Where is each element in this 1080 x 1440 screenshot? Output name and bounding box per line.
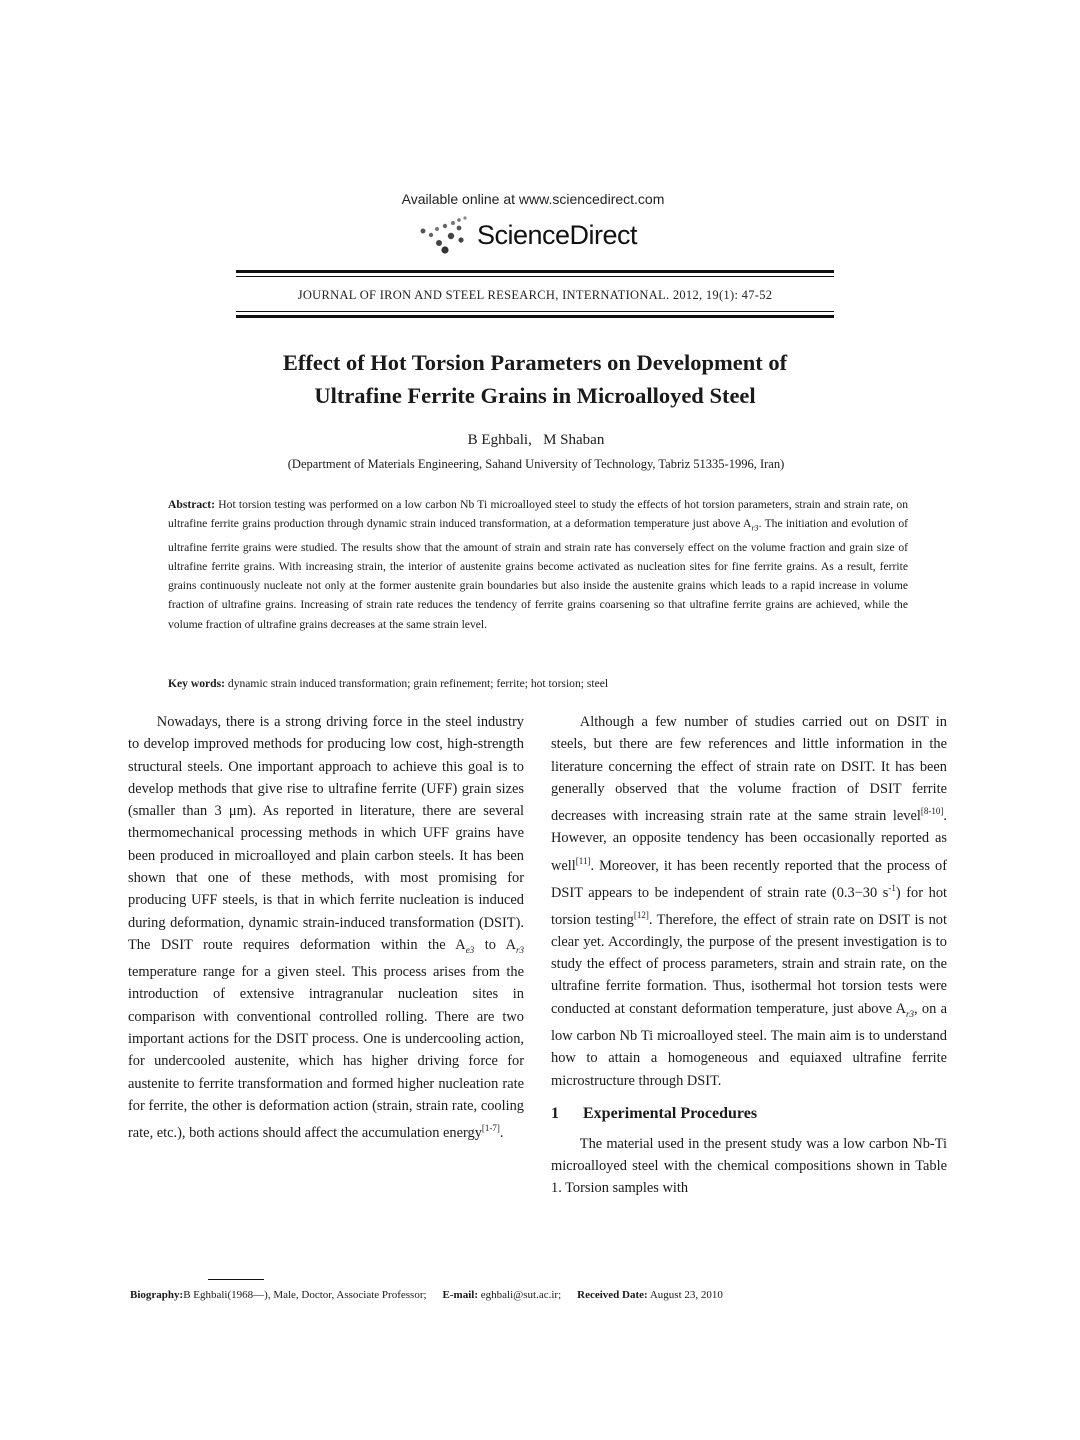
body-text: ) for hot torsion testing xyxy=(551,884,948,928)
header-rule-top-thick xyxy=(236,270,834,273)
body-text: temperature range for a given steel. This process arises from the introduction of extensive intragranular nucleation sites in comparison with conventional controlled rolling. There are two important actions for the DSIT process. One is undercooling action, for undercooled austenite, which has higher driving force for austenite to ferrite transformation and formed higher nucleation rate for ferrite, the other is deformation action (strain, strain rate, cooling rate, etc.), both actions should affect the accumulation energy xyxy=(128,964,524,1142)
abstract-text: Hot torsion testing was performed on a low carbon Nb Ti microalloyed steel to study the effects of hot torsion parameters, strain and strain rate, on ultrafine ferrite grains production through dynamic strain induced transformation, at a deformation temperature just above A xyxy=(168,498,908,531)
available-online-line: Available online at www.sciencedirect.com xyxy=(401,191,665,207)
abstract-subscript: r3 xyxy=(751,523,759,533)
affiliation: (Department of Materials Engineering, Sahand University of Technology, Tabriz 51335-1996, Iran) xyxy=(287,457,785,471)
citation-ref[interactable]: [8-10] xyxy=(920,806,944,817)
authors: B Eghbali, M Shaban xyxy=(467,432,605,448)
body-text: . However, an opposite tendency has been occasionally reported as well xyxy=(551,807,947,874)
email-label: E-mail: xyxy=(442,1289,478,1301)
body-text: Although a few number of studies carried out on DSIT in steels, but there are few references and little information in the literature concerning the effect of strain rate on DSIT. It has been generally observed that the volume fraction of DSIT ferrite decreases with increasing strain rate at the same strain level xyxy=(551,714,947,824)
biography-text: B Eghbali(1968—), Male, Doctor, Associate Professor; xyxy=(183,1289,427,1301)
intro-paragraph-1 xyxy=(128,711,524,1144)
received-date: August 23, 2010 xyxy=(647,1289,723,1301)
body-text: Nowadays, there is a strong driving force in the steel industry to develop improved methods for producing low cost, high-strength structural steels. One important approach to achieve this goal is to develop methods that give rise to ultrafine ferrite (UFF) grain sizes (smaller than 3 μm). As reported in literature, there are several thermomechanical processing methods in which UFF grains have been produced in microalloyed and plain carbon steels. It has been shown that one of these methods, with most promising for producing UFF steels, is that in which ferrite nucleation is induced during deformation, dynamic strain-induced transformation (DSIT). The DSIT route requires deformation within the A xyxy=(128,714,524,953)
header-rule-top-thin xyxy=(236,276,834,277)
subscript: e3 xyxy=(465,944,475,955)
received-date-label: Received Date: xyxy=(577,1289,648,1301)
citation-ref[interactable]: [12] xyxy=(633,909,649,920)
subscript: r3 xyxy=(515,944,524,955)
title-line-2: Ultrafine Ferrite Grains in Microalloyed Steel xyxy=(314,383,756,408)
footnote xyxy=(130,1287,950,1303)
abstract xyxy=(168,495,908,634)
citation-ref[interactable]: [11] xyxy=(575,855,591,866)
right-column xyxy=(551,711,947,1200)
footnote-rule xyxy=(208,1279,264,1280)
abstract-text-2: . The initiation and evolution of ultrafine ferrite grains were studied. The results show that the amount of strain and strain rate has conversely effect on the volume fraction and grain size of ultrafine ferrite grains. With increasing strain, the interior of austenite grains become activated as nucleation sites for fine ferrite grains. As a result, ferrite grains continuously nucleate not only at the former austenite grain boundaries but also inside the austenite grains which leads to a rapid increase in volume fraction of ultrafine grains. Increasing of strain rate reduces the tendency of ferrite grains coarsening so that ultrafine ferrite grains are achieved, while the volume fraction of ultrafine grains decreases at the same strain level. xyxy=(168,517,908,631)
body-text: to A xyxy=(474,936,516,953)
body-text: . Moreover, it has been recently reported that the process of DSIT appears to be independent of strain rate (0.3−30 s xyxy=(551,857,947,901)
sciencedirect-brand: ScienceDirect xyxy=(477,219,638,250)
citation-ref[interactable]: [1-7] xyxy=(481,1123,500,1134)
intro-paragraph-2 xyxy=(551,711,947,1092)
left-column xyxy=(128,711,524,1144)
header-rule-bottom-thin xyxy=(236,311,834,312)
subscript: r3 xyxy=(906,1008,915,1019)
body-text: . xyxy=(499,1125,504,1142)
email-address[interactable]: eghbali@sut.ac.ir; xyxy=(478,1289,562,1301)
keywords-label: Key words: xyxy=(168,677,225,690)
experimental-paragraph: The material used in the present study was a low carbon Nb-Ti microalloyed steel with the chemical compositions shown in Table 1. Torsion samples with xyxy=(551,1135,947,1197)
biography-label: Biography: xyxy=(130,1289,184,1301)
section-number: 1 xyxy=(551,1104,559,1122)
body-text: . Therefore, the effect of strain rate on DSIT is not clear yet. Accordingly, the purpose of the present investigation is to study the effect of process parameters, strain and strain rate, on the ultrafine ferrite formation. Thus, isothermal hot torsion tests were conducted at constant deformation temperature, just above A xyxy=(551,911,947,1017)
journal-citation: JOURNAL OF IRON AND STEEL RESEARCH, INTERNATIONAL. 2012, 19(1): 47-52 xyxy=(297,288,773,302)
article-title xyxy=(160,346,910,412)
header-rule-bottom-thick xyxy=(236,315,834,318)
keywords-text: dynamic strain induced transformation; grain refinement; ferrite; hot torsion; steel xyxy=(225,677,609,690)
body-text: , on a low carbon Nb Ti microalloyed steel. The main aim is to understand how to attain a homogeneous and equiaxed ultrafine ferrite microstructure through DSIT. xyxy=(551,1000,947,1089)
title-line-1: Effect of Hot Torsion Parameters on Development of xyxy=(282,350,788,375)
keywords xyxy=(168,674,908,693)
abstract-label: Abstract: xyxy=(168,498,216,511)
section-title: Experimental Procedures xyxy=(583,1104,758,1122)
section-heading xyxy=(551,1103,947,1125)
sciencedirect-dots-icon xyxy=(415,215,475,255)
sciencedirect-logo[interactable] xyxy=(415,213,675,257)
unit-superscript: -1 xyxy=(888,882,896,893)
